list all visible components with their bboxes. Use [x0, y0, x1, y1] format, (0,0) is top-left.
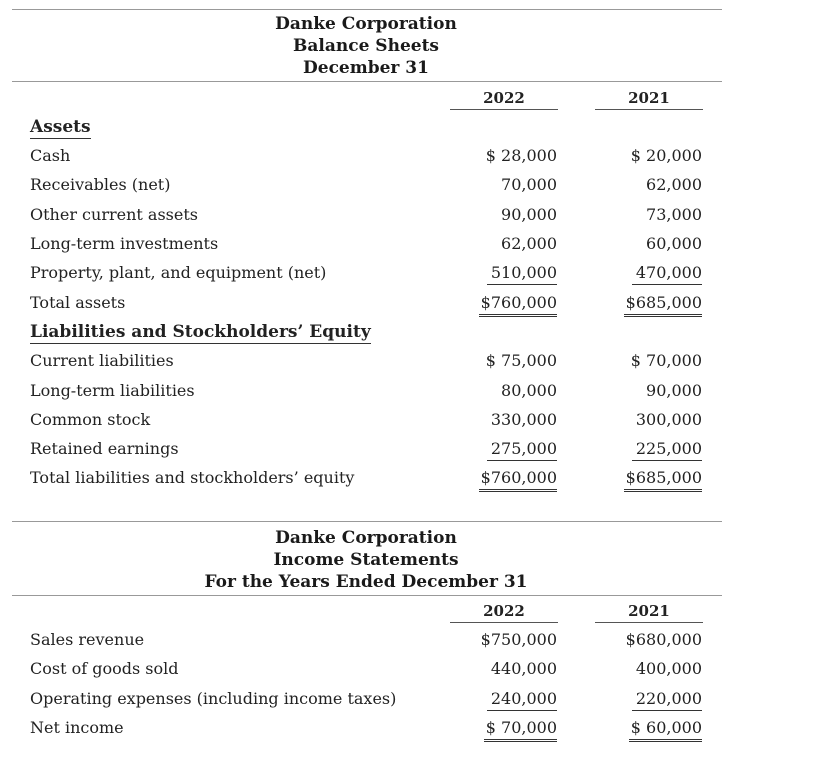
value-2022: $760,000	[479, 292, 557, 317]
income-statement-title	[166, 527, 566, 593]
value-2021: $680,000	[625, 630, 702, 649]
row-label: Current liabilities	[30, 351, 174, 370]
top-rule	[12, 9, 722, 10]
income-title-rule	[12, 595, 722, 596]
value-2022: $ 70,000	[484, 717, 557, 742]
value-2022: 440,000	[490, 659, 557, 678]
row-label: Net income	[30, 718, 124, 737]
column-header-2022: 2022	[450, 600, 558, 623]
assets-header: Assets	[30, 117, 91, 137]
value-2021: 60,000	[646, 234, 702, 253]
income-top-rule	[12, 521, 722, 522]
value-2022: 62,000	[501, 234, 557, 253]
row-label: Sales revenue	[30, 630, 145, 649]
row-label: Other current assets	[30, 205, 198, 224]
value-2022: $760,000	[479, 467, 557, 492]
value-2022: $ 28,000	[485, 146, 557, 165]
balance-sheet-title	[266, 13, 466, 79]
statement-period: For the Years Ended December 31	[204, 572, 528, 592]
liabilities-header: Liabilities and Stockholders’ Equity	[30, 322, 371, 342]
value-2021: 62,000	[646, 175, 702, 194]
column-header-2021: 2021	[595, 600, 703, 623]
value-2021: $ 20,000	[630, 146, 702, 165]
value-2021: $ 70,000	[630, 351, 702, 370]
value-2022: 275,000	[487, 438, 557, 461]
row-label: Property, plant, and equipment (net)	[30, 263, 327, 282]
statement-date: December 31	[303, 58, 429, 78]
row-label: Long-term liabilities	[30, 381, 195, 400]
value-2021: 300,000	[635, 410, 702, 429]
value-2021: $ 60,000	[629, 717, 702, 742]
title-rule	[12, 81, 722, 82]
value-2022: 80,000	[501, 381, 557, 400]
value-2021: 225,000	[632, 438, 702, 461]
value-2021: $685,000	[624, 467, 702, 492]
row-label: Operating expenses (including income taxes)	[30, 689, 397, 708]
value-2022: $750,000	[480, 630, 557, 649]
value-2021: 90,000	[646, 381, 702, 400]
value-2021: 470,000	[632, 262, 702, 285]
row-label: Cash	[30, 146, 71, 165]
statement-name: Income Statements	[273, 550, 459, 570]
value-2022: 90,000	[501, 205, 557, 224]
row-label: Cost of goods sold	[30, 659, 179, 678]
value-2022: 240,000	[487, 688, 557, 711]
row-label: Total assets	[30, 293, 126, 312]
company-name: Danke Corporation	[275, 14, 457, 34]
row-label: Common stock	[30, 410, 151, 429]
value-2021: 400,000	[635, 659, 702, 678]
row-label: Total liabilities and stockholders’ equity	[30, 468, 355, 487]
value-2022: 330,000	[490, 410, 557, 429]
value-2021: 73,000	[646, 205, 702, 224]
value-2021: $685,000	[624, 292, 702, 317]
row-label: Retained earnings	[30, 439, 179, 458]
statement-name: Balance Sheets	[293, 36, 439, 56]
value-2022: $ 75,000	[485, 351, 557, 370]
column-header-2022: 2022	[450, 87, 558, 110]
row-label: Long-term investments	[30, 234, 219, 253]
column-header-2021: 2021	[595, 87, 703, 110]
row-label: Receivables (net)	[30, 175, 171, 194]
value-2022: 510,000	[487, 262, 557, 285]
company-name: Danke Corporation	[275, 528, 457, 548]
value-2021: 220,000	[632, 688, 702, 711]
value-2022: 70,000	[501, 175, 557, 194]
